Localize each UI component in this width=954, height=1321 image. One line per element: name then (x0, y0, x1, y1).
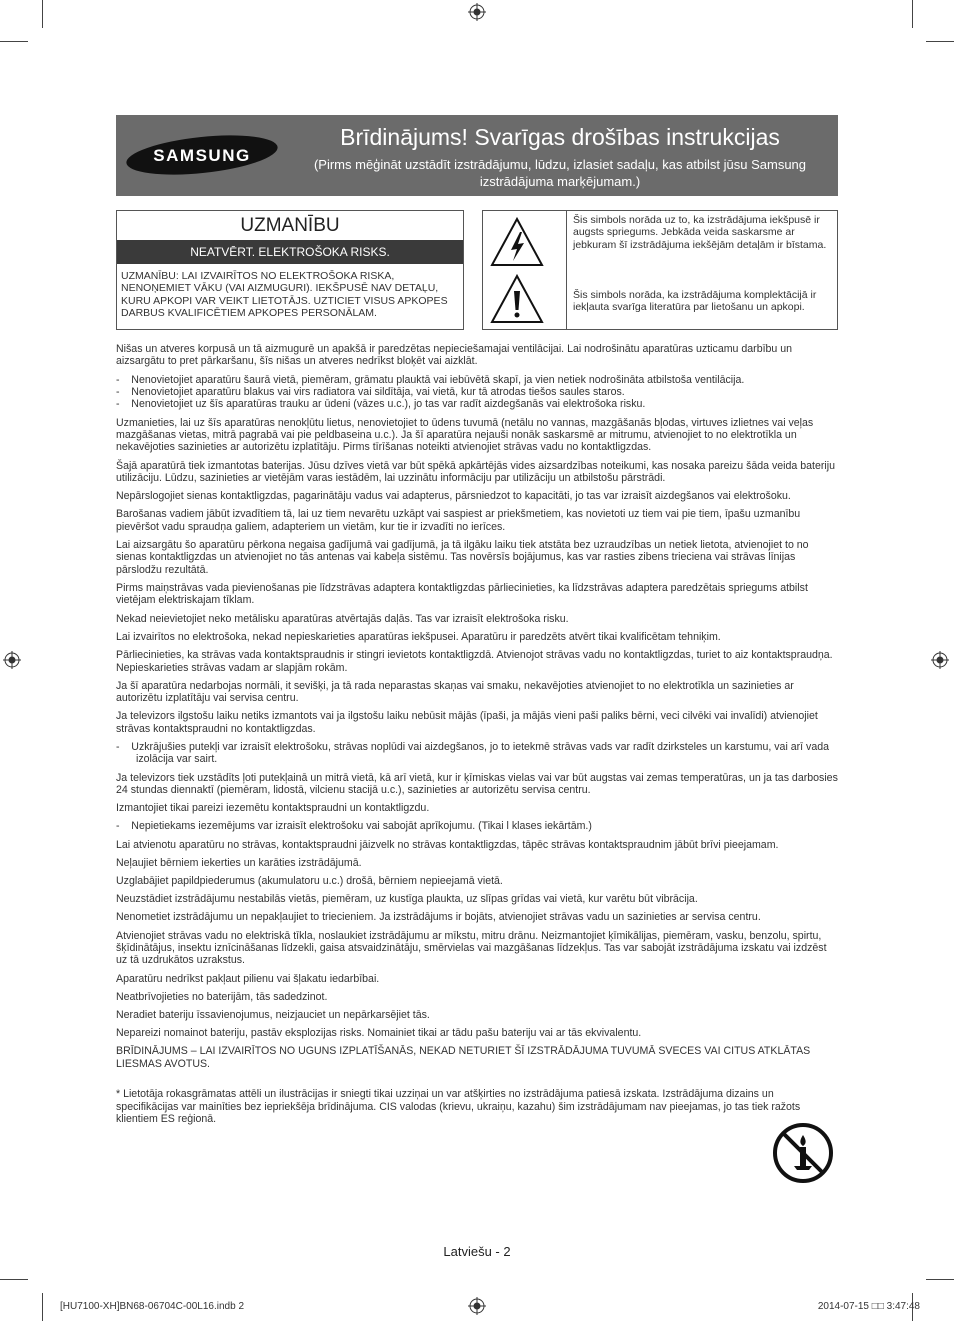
crop-mark (926, 41, 954, 42)
crop-mark (912, 0, 913, 28)
paragraph: Nepārslogojiet sienas kontaktligzdas, pagarinātāju vadus vai adapterus, pārsniedzot to kapacitāti, jo tas var izraisīt aizdegšanos vai elektrošoku. (116, 490, 791, 503)
registration-mark-icon (3, 651, 21, 669)
caution-bar: NEATVĒRT. ELEKTROŠOKA RISKS. (117, 240, 463, 264)
no-candle-icon (772, 1122, 834, 1184)
paragraph: Neuzstādiet izstrādājumu nestabilās vietās, piemēram, uz kustīga plaukta, uz slīpas grīdas vai vietā, kur varētu būt vibrācija. (116, 893, 698, 906)
crop-mark (926, 1279, 954, 1280)
bullet-item: - Nepietiekams iezemējums var izraisīt elektrošoku vai sabojāt aprīkojumu. (Tikai l klases iekārtām.) (116, 820, 592, 833)
paragraph: Ja televizors tiek uzstādīts ļoti putekļainā un mitrā vietā, kā arī vietā, kur ir ķīmiskas vielas vai var būt augstas vai zemas temperatūras, un ja tas darbosies 24 stundas diennaktī (piemēram, lidostā, vilcienu stacijā u.c.), sazinieties ar autorizētu servisa centru. (116, 771, 838, 796)
paragraph: Neradiet bateriju īssavienojumus, neizjauciet un nepārkarsējiet tās. (116, 1008, 430, 1021)
symbols-box (482, 210, 838, 330)
paragraph: Pirms maiņstrāvas vada pievienošanas pie līdzstrāvas adaptera kontaktligzdas pārliecinieties, ka līdzstrāvas adaptera paredzētais spriegums atbilst vietējam elektriskajam tīklam. (116, 582, 808, 607)
page-number: Latviešu - 2 (443, 1244, 511, 1259)
page-title: Brīdinājums! Svarīgas drošības instrukcijas (340, 124, 780, 150)
paragraph: Atvienojiet strāvas vadu no elektriskā tīkla, noslaukiet izstrādājumu ar mīkstu, mitru drānu. Neizmantojiet ķīmikālijas, piemēram, vasku, benzolu, spirtu, šķīdinātājus, insektu iznīcināšanas līdzekli, gaisa atsvaidzinātāju, smērvielas vai mazgāšanas līdzekļus. Tas var sabojāt izstrādājuma izskatu vai izdzēst uz tā uzdrukātos uzrakstus. (116, 929, 827, 967)
paragraph: Nepareizi nomainot bateriju, pastāv eksplozijas risks. Nomainiet tikai ar tādu pašu bateriju vai ar tās ekvivalentu. (116, 1027, 642, 1040)
footnote: * Lietotāja rokasgrāmatas attēli un ilustrācijas ir sniegti tikai uzziņai un var atšķirties no izstrādājuma patiesā izskata. Izstrādājuma dizains un specifikācijas var mainīties bez iepriekšēja brīdinājuma. CIS valodas (krievu, ukraiņu, kazahu) šim izstrādājumam nav pieejamas, jo tas tiek ražots klientiem ES reģionā. (116, 1088, 801, 1126)
paragraph: Neļaujiet bērniem iekerties un karāties izstrādājumā. (116, 856, 362, 869)
caution-box (116, 210, 464, 330)
registration-mark-icon (468, 3, 486, 21)
crop-mark (0, 1279, 28, 1280)
samsung-logo (124, 133, 280, 177)
caution-text: UZMANĪBU: LAI IZVAIRĪTOS NO ELEKTROŠOKA RISKA, NENOŅEMIET VĀKU (VAI AIZMUGURI). IEKŠPUSĒ NAV DETAĻU, KURU APKOPI VAR VEIKT LIETOTĀJS. UZTICIET VISUS APKOPES DARBUS KVALIFICĒTIEM APKOPES PERSONĀLAM. (121, 270, 448, 320)
registration-mark-icon (468, 1297, 486, 1315)
paragraph: Ja šī aparatūra nedarbojas normāli, it sevišķi, ja tā rada neparastas skaņas vai smaku, nekavējoties atvienojiet to no elektrotīkla un sazinieties ar autorizētu izplatītāju vai servisa centru. (116, 679, 794, 705)
paragraph: Uzglabājiet papildpiederumus (akumulatoru u.c.) drošā, bērniem nepieejamā vietā. (116, 874, 503, 887)
page-subtitle: (Pirms mēģināt uzstādīt izstrādājumu, lūdzu, izlasiet sadaļu, kas atbilst jūsu Samsung izstrādājuma marķējumam.) (313, 157, 807, 189)
header-banner (116, 115, 838, 196)
paragraph: Lai atvienotu aparatūru no strāvas, kontaktspraudni jāizvelk no strāvas kontaktligzdas, tāpēc strāvas kontaktspraudnim jābūt brīvi pieejamam. (116, 838, 779, 851)
paragraph: Izmantojiet tikai pareizi iezemētu kontaktspraudni un kontaktligzdu. (116, 802, 430, 815)
brand-text: SAMSUNG (153, 146, 251, 165)
symbols-divider (566, 211, 567, 329)
paragraph: Uzmanieties, lai uz šīs aparatūras nenokļūtu lietus, nenovietojiet to ūdens tuvumā (netālu no vannas, mazgāšanās bļodas, virtuves izlietnes vai veļas mazgāšanas vietas, mitrā pagrabā vai pie peldbaseina u.c.). Ja šī aparatūra nejauši nonāk saskarsmē ar mitrumu, atvienojiet to no elektrotīkla un nekavējoties sazinieties ar autorizētu izplatītāju. Pirms tīrīšanas noteikti atvienojiet strāvas vadu no kontaktligzdas. (116, 416, 814, 454)
paragraph: Nenometiet izstrādājumu un nepakļaujiet to triecieniem. Ja izstrādājums ir bojāts, atvienojiet strāvas vadu un sazinieties ar servisa centru. (116, 911, 761, 924)
paragraph: Pārliecinieties, ka strāvas vada kontaktspraudnis ir stingri ievietots kontaktligzdā. Atvienojot strāvas vadu no kontaktligzdas, turiet to aiz kontaktspraudņa. Nepieskarieties strāvas vadam ar slapjām rokām. (116, 649, 833, 674)
bullet-item: - Uzkrājušies putekļi var izraisīt elektrošoku, strāvas noplūdi vai aizdegšanos, jo to ietekmē strāvas vads var radīt dzirksteles un karstumu, vai arī vada izolācija var sairt. (116, 740, 830, 766)
paragraph: Šajā aparatūrā tiek izmantotas baterijas. Jūsu dzīves vietā var būt spēkā apkārtējās vides aizsardzības noteikumi, kas nosaka pareizu šāda veida bateriju utilizāciju. Lūdzu, sazinieties ar vietējām varas iestādēm, lai uzzinātu informāciju par utilizāciju un atbilstošu pārstrādi. (116, 459, 835, 485)
paragraph: Lai aizsargātu šo aparatūru pērkona negaisa gadījumā vai gadījumā, ja tā ilgāku laiku tiek atstāta bez uzraudzības un netiek lietota, atvienojiet to no sienas kontaktligzdas un atvienojiet no tās antenas vai kabeļa sistēmu. Tas novērsīs bojājumus, kas var rasties zibens trieciena vai strāvas līnijas pārslodžu rezultātā. (116, 539, 809, 576)
bullet-item: - Nenovietojiet uz šīs aparatūras trauku ar ūdeni (vāzes u.c.), jo tas var radīt aizdegšanās vai elektrošoka risku. (116, 398, 646, 411)
paragraph: Aparatūru nedrīkst pakļaut pilienu vai šļakatu iedarbībai. (116, 972, 380, 985)
bullet-item: - Nenovietojiet aparatūru šaurā vietā, piemēram, grāmatu plauktā vai iebūvētā skapī, ja vien netiek nodrošināta atbilstoša ventilācija. (116, 373, 745, 386)
paragraph: Neatbrīvojieties no baterijām, tās sadedzinot. (116, 990, 328, 1003)
caution-title: UZMANĪBU (240, 215, 340, 236)
instructions-body (116, 343, 838, 1131)
paragraph: Nišas un atveres korpusā un tā aizmugurē un apakšā ir paredzētas nepieciešamajai ventilācijai. Lai nodrošinātu aparatūras uzticamu darbību un aizsargātu to pret pārkaršanu, šīs nišas un atveres nedrīkst bloķēt vai aizklāt. (116, 343, 793, 368)
paragraph: BRĪDINĀJUMS – LAI IZVAIRĪTOS NO UGUNS IZPLATĪŠANĀS, NEKAD NETURIET ŠĪ IZSTRĀDĀJUMA TUVUMĀ SVECES VAI CITUS ATKLĀTAS LIESMAS AVOTUS. (116, 1045, 811, 1070)
exclamation-warning-icon (489, 273, 545, 325)
lightning-warning-icon (489, 216, 545, 268)
footer-file: [HU7100-XH]BN68-06704C-00L16.indb 2 (60, 1301, 245, 1312)
crop-mark (0, 41, 28, 42)
paragraph: Ja televizors ilgstošu laiku netiks izmantots vai ja ilgstošu laiku nebūsit mājās (īpaši, ja mājās vieni paši paliks bērni, veci cilvēki vai invalīdi) atvienojiet strāvas kontaktspraudni no kontaktligzdas. (116, 710, 818, 735)
footer-date: 2014-07-15 □□ 3:47:48 (817, 1301, 920, 1312)
paragraph: Barošanas vadiem jābūt izvadītiem tā, lai uz tiem nevarētu uzkāpt vai saspiest ar priekšmetiem, kas novietoti uz tiem vai pie tiem, īpašu uzmanību pievēršot vadu spraudņa galiem, adapteriem un vietām, kur tie ir izvadīti no ierīces. (116, 508, 801, 533)
crop-mark (42, 0, 43, 28)
paragraph: Lai izvairītos no elektrošoka, nekad nepieskarieties aparatūras iekšpusei. Aparatūru ir paredzēts atvērt tikai kvalificētam tehniķim. (116, 630, 721, 643)
bullet-item: - Nenovietojiet aparatūru blakus vai virs radiatora vai sildītāja, vai vietā, kur tā atrodas tiešos saules staros. (116, 386, 625, 399)
registration-mark-icon (931, 651, 949, 669)
paragraph: Nekad neievietojiet neko metālisku aparatūras atvērtajās daļās. Tas var izraisīt elektrošoka risku. (116, 612, 569, 625)
exclamation-symbol-text: Šis simbols norāda, ka izstrādājuma komplektācijā ir iekļauta svarīga literatūra par lietošanu un apkopi. (573, 289, 817, 314)
crop-mark (42, 1293, 43, 1321)
voltage-symbol-text: Šis simbols norāda uz to, ka izstrādājuma iekšpusē ir augsts spriegums. Jebkāda veida saskarsme ar jebkuram šī izstrādājuma iekšējām detaļām ir bīstama. (573, 214, 827, 251)
